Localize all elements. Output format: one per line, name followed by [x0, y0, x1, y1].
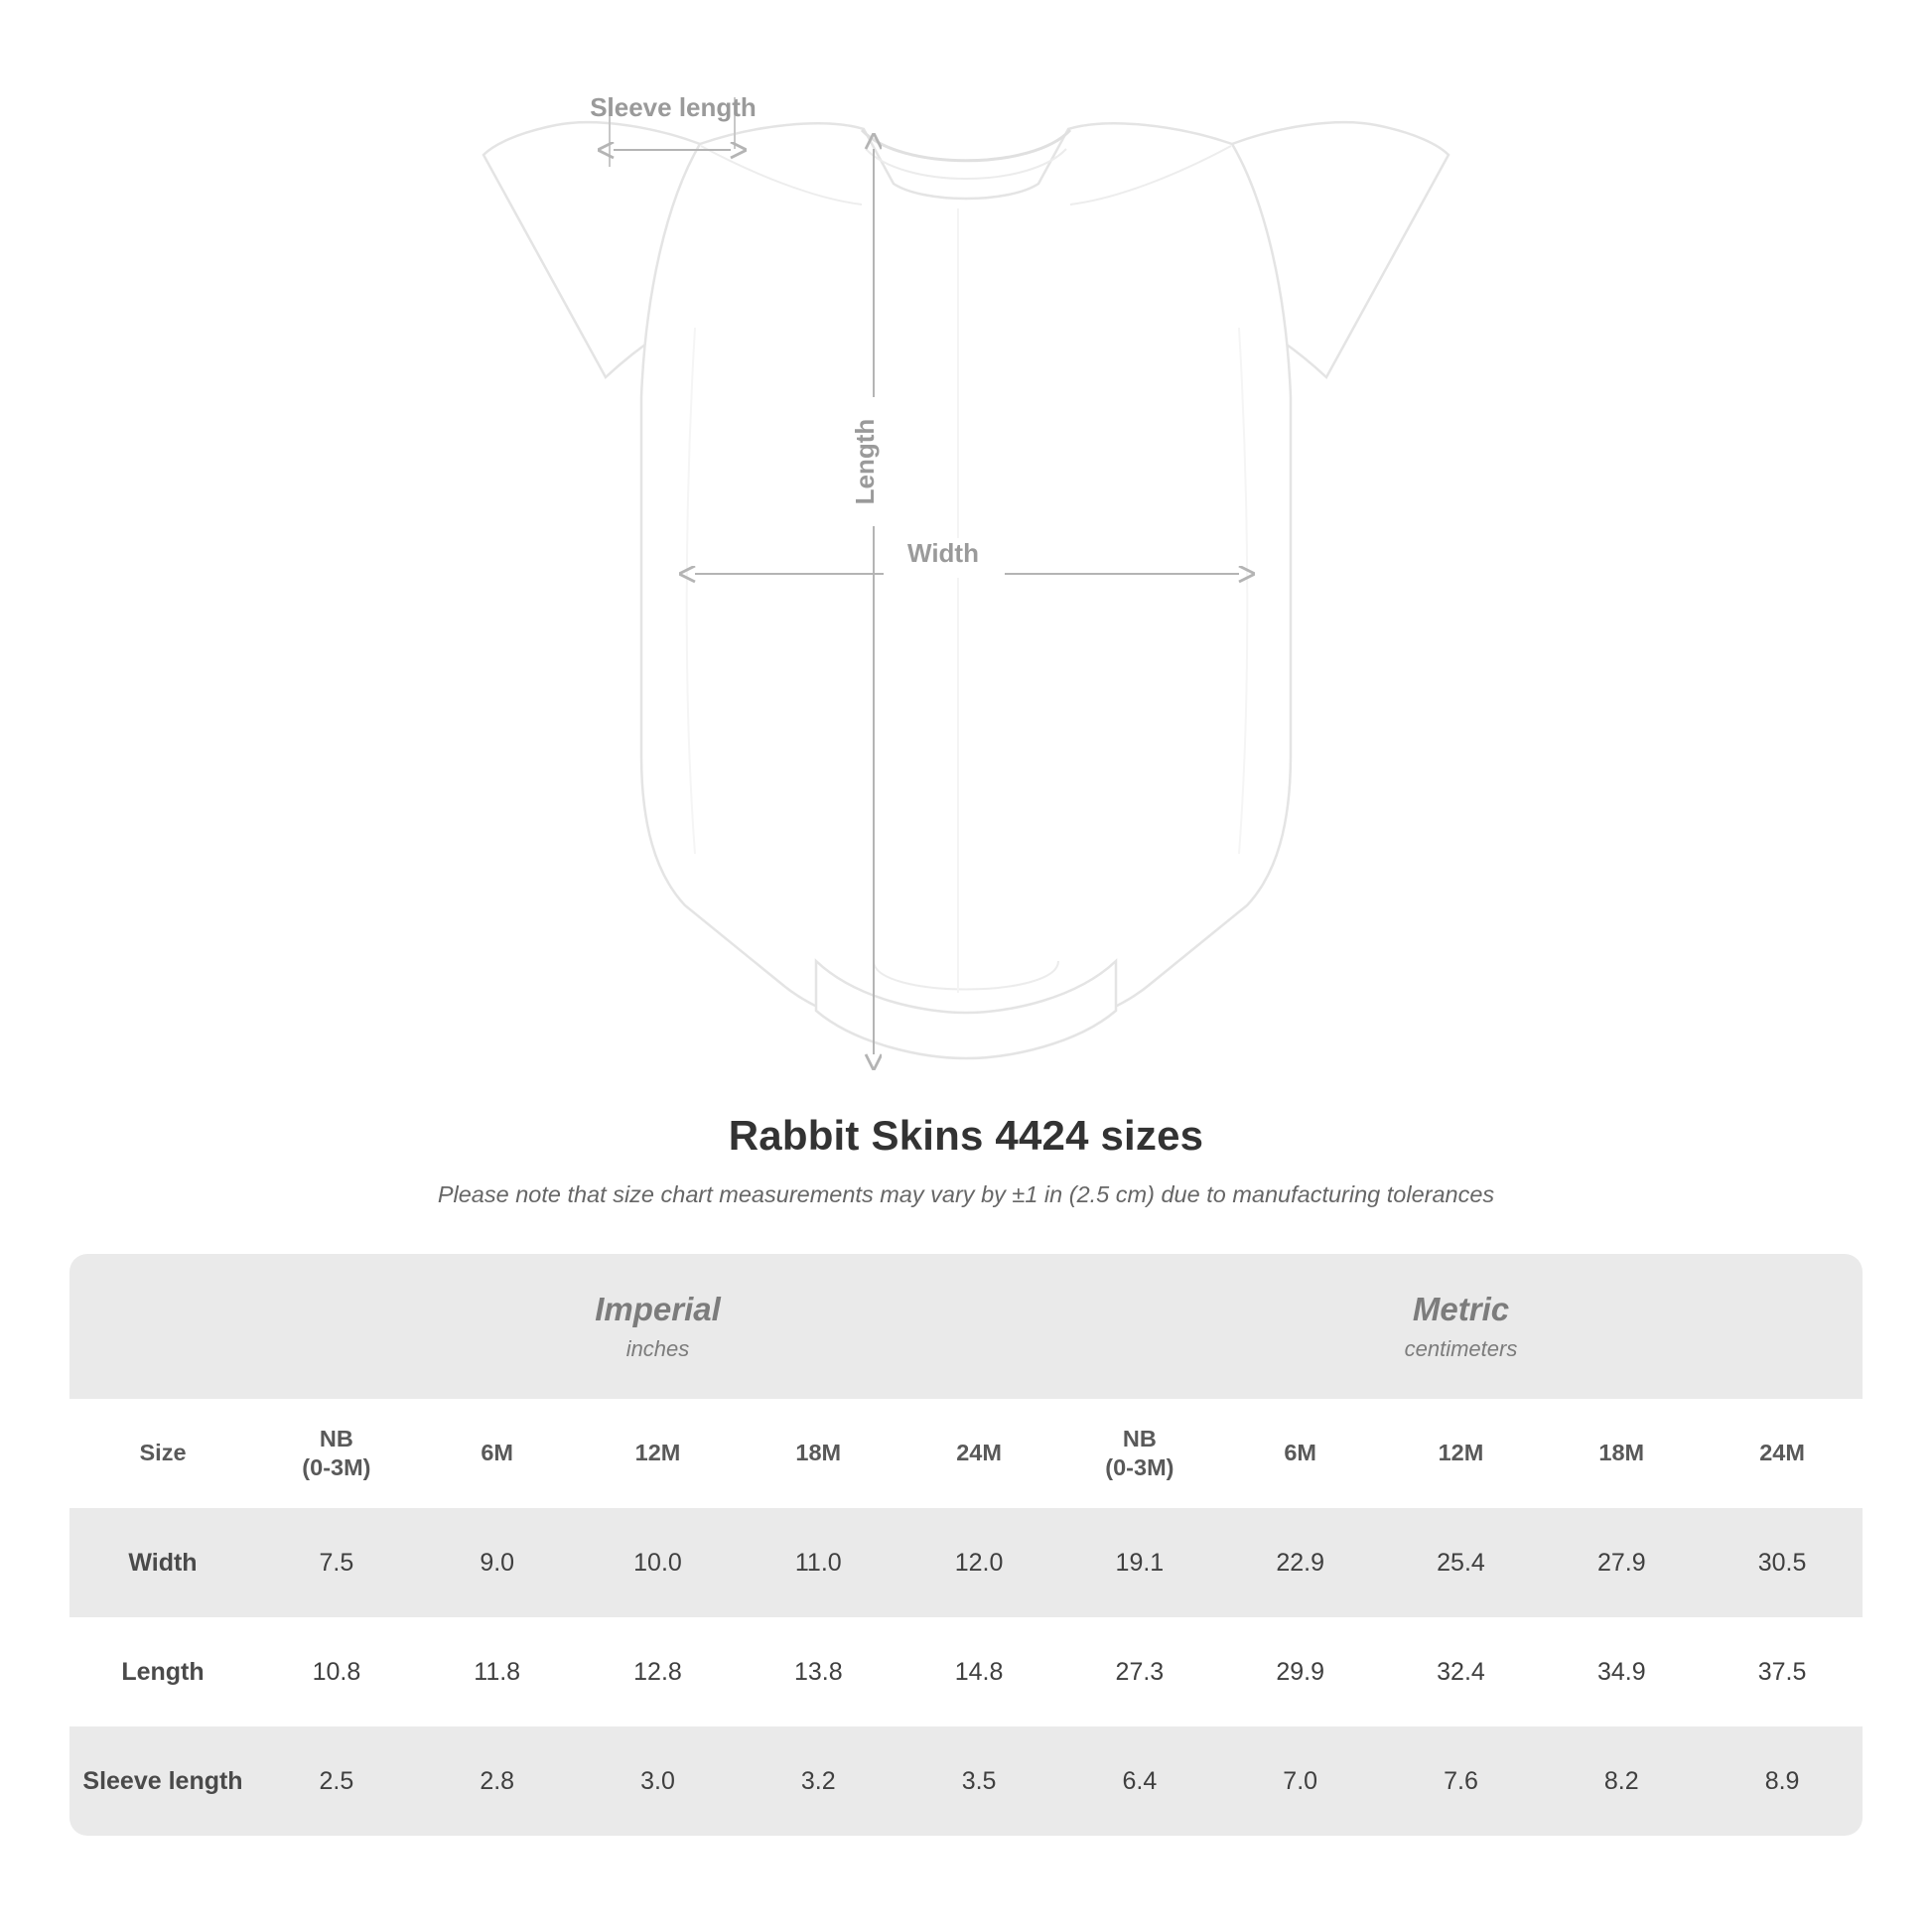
- cell-length-7: 32.4: [1381, 1617, 1542, 1726]
- header-col-9: [1702, 1399, 1863, 1508]
- unit-name-metric: Metric: [1412, 1291, 1510, 1328]
- cell-sleeve-6: 7.0: [1220, 1726, 1381, 1836]
- header-col-6-line1: 6M: [1284, 1440, 1316, 1466]
- header-size: Size: [69, 1399, 256, 1508]
- size-table-container: [69, 1254, 1863, 1836]
- unit-sub-imperial: inches: [625, 1335, 690, 1361]
- cell-width-0: 7.5: [256, 1508, 417, 1617]
- header-col-8-line1: 18M: [1598, 1440, 1645, 1466]
- header-col-5-line2: (0-3M): [1105, 1454, 1174, 1480]
- unit-group-imperial: [256, 1254, 1059, 1399]
- header-col-9-line1: 24M: [1759, 1440, 1805, 1466]
- header-col-7-line1: 12M: [1438, 1440, 1484, 1466]
- cell-sleeve-9: 8.9: [1702, 1726, 1863, 1836]
- table-row: [69, 1617, 1863, 1726]
- header-col-1: [417, 1399, 578, 1508]
- header-col-5: [1059, 1399, 1220, 1508]
- row-label-width: Width: [69, 1508, 256, 1617]
- cell-width-2: 10.0: [578, 1508, 739, 1617]
- size-table: [69, 1254, 1863, 1836]
- header-col-6: [1220, 1399, 1381, 1508]
- header-col-2-line1: 12M: [634, 1440, 681, 1466]
- header-col-0-line2: (0-3M): [302, 1454, 371, 1480]
- header-col-4-line1: 24M: [956, 1440, 1002, 1466]
- cell-sleeve-1: 2.8: [417, 1726, 578, 1836]
- cell-sleeve-0: 2.5: [256, 1726, 417, 1836]
- cell-sleeve-2: 3.0: [578, 1726, 739, 1836]
- cell-sleeve-7: 7.6: [1381, 1726, 1542, 1836]
- header-col-0: [256, 1399, 417, 1508]
- cell-width-9: 30.5: [1702, 1508, 1863, 1617]
- chart-heading: [0, 1112, 1932, 1208]
- header-col-5-line1: NB: [1122, 1425, 1157, 1451]
- header-col-1-line1: 6M: [481, 1440, 514, 1466]
- cell-sleeve-8: 8.2: [1541, 1726, 1702, 1836]
- cell-width-3: 11.0: [738, 1508, 898, 1617]
- unit-group-metric: [1059, 1254, 1863, 1399]
- cell-length-4: 14.8: [898, 1617, 1059, 1726]
- header-col-2: [578, 1399, 739, 1508]
- row-label-length: Length: [69, 1617, 256, 1726]
- cell-length-8: 34.9: [1541, 1617, 1702, 1726]
- cell-sleeve-3: 3.2: [738, 1726, 898, 1836]
- unit-name-imperial: Imperial: [595, 1291, 721, 1328]
- cell-sleeve-4: 3.5: [898, 1726, 1059, 1836]
- header-col-8: [1541, 1399, 1702, 1508]
- bodysuit-shape: [483, 122, 1449, 1058]
- cell-length-1: 11.8: [417, 1617, 578, 1726]
- header-col-3: [738, 1399, 898, 1508]
- cell-width-6: 22.9: [1220, 1508, 1381, 1617]
- column-header-row: [69, 1399, 1863, 1508]
- cell-width-4: 12.0: [898, 1508, 1059, 1617]
- length-label: Length: [850, 418, 880, 505]
- cell-length-3: 13.8: [738, 1617, 898, 1726]
- cell-length-6: 29.9: [1220, 1617, 1381, 1726]
- row-label-sleeve-length: Sleeve length: [69, 1726, 256, 1836]
- header-col-0-line1: NB: [319, 1425, 353, 1451]
- unit-corner-cell: [69, 1254, 256, 1399]
- width-label: Width: [907, 538, 979, 568]
- table-row: [69, 1508, 1863, 1617]
- cell-width-7: 25.4: [1381, 1508, 1542, 1617]
- header-col-3-line1: 18M: [795, 1440, 842, 1466]
- cell-width-8: 27.9: [1541, 1508, 1702, 1617]
- cell-length-2: 12.8: [578, 1617, 739, 1726]
- unit-header-row: [69, 1254, 1863, 1399]
- tolerance-note: Please note that size chart measurements may vary by ±1 in (2.5 cm) due to manufacturing tolerances: [437, 1181, 1495, 1207]
- page-title: Rabbit Skins 4424 sizes: [728, 1112, 1204, 1159]
- table-row: [69, 1726, 1863, 1836]
- header-col-4: [898, 1399, 1059, 1508]
- cell-length-0: 10.8: [256, 1617, 417, 1726]
- cell-length-9: 37.5: [1702, 1617, 1863, 1726]
- unit-sub-metric: centimeters: [1404, 1335, 1518, 1361]
- cell-width-5: 19.1: [1059, 1508, 1220, 1617]
- cell-length-5: 27.3: [1059, 1617, 1220, 1726]
- sleeve-length-label: Sleeve length: [590, 92, 757, 122]
- cell-sleeve-5: 6.4: [1059, 1726, 1220, 1836]
- header-col-7: [1381, 1399, 1542, 1508]
- cell-width-1: 9.0: [417, 1508, 578, 1617]
